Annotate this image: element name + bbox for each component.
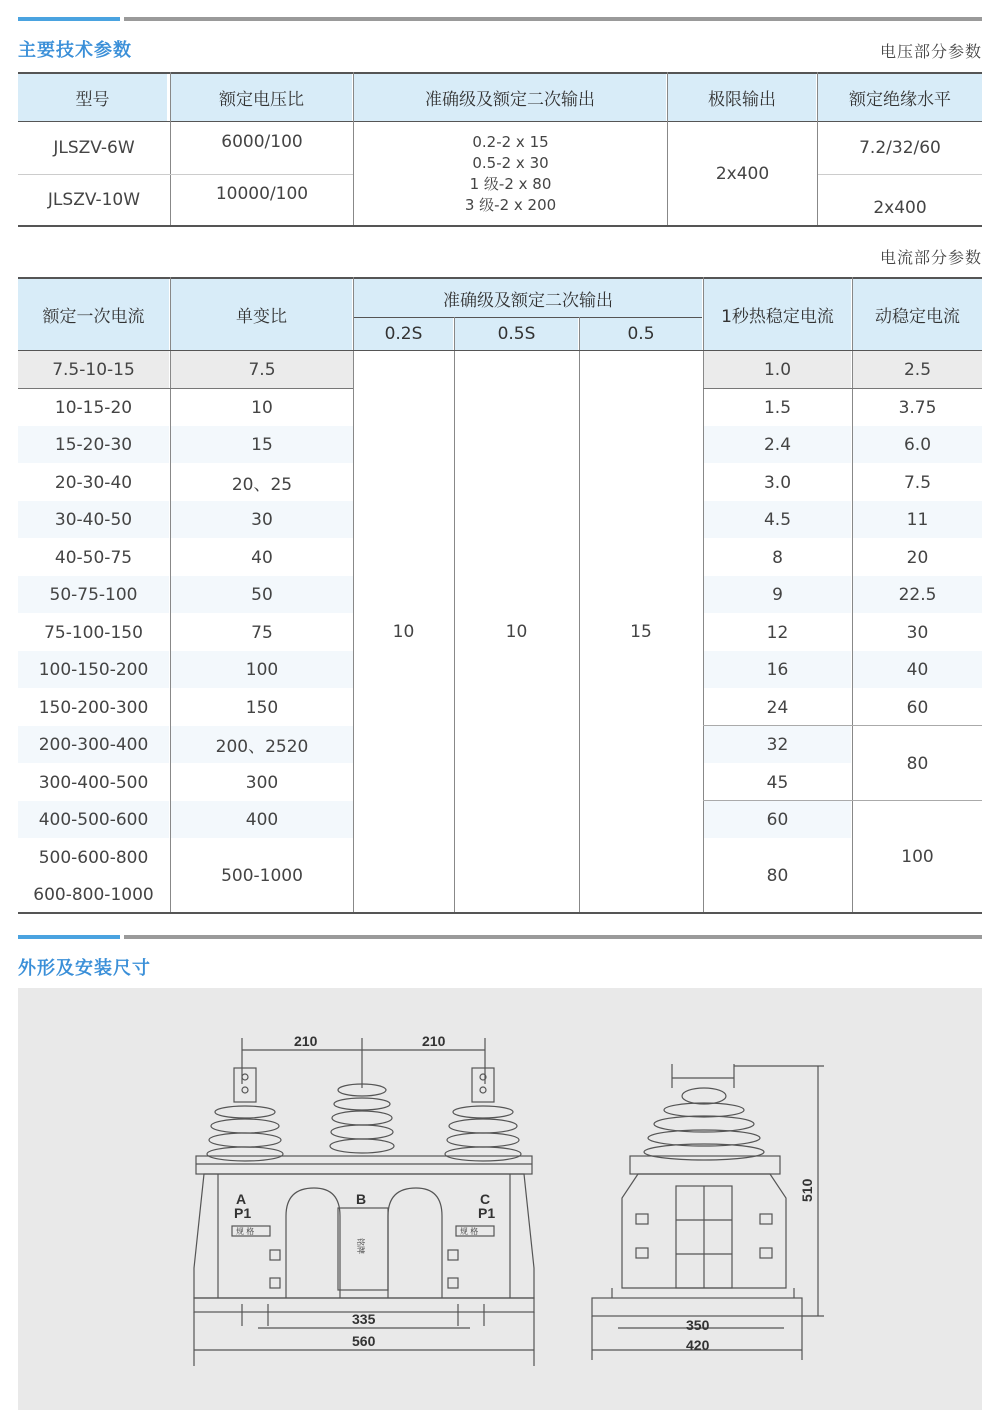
voltage-subtitle: 电压部分参数 <box>879 42 982 61</box>
ct-thermal-row: 3.0 <box>763 472 792 493</box>
label-p1-right: P1 <box>478 1205 496 1221</box>
label-a: A <box>236 1191 247 1207</box>
ct-primary-row: 100-150-200 <box>18 651 169 688</box>
ct-thermal-row: 12 <box>766 622 789 643</box>
header-bottom-border <box>18 350 982 351</box>
ct-primary-row: 200-300-400 <box>18 726 169 763</box>
vt-accuracy-list <box>354 124 667 224</box>
label-p1-left: P1 <box>234 1205 252 1221</box>
dim-210-left: 210 <box>294 1033 318 1049</box>
vt-insulation-1: 7.2/32/60 <box>859 138 941 158</box>
ct-thermal-row: 9 <box>704 576 851 613</box>
ct-primary-row: 10-15-20 <box>54 397 133 418</box>
ct-ratio-row: 200、2520 <box>171 726 353 763</box>
vt-header-model: 型号 <box>18 74 167 121</box>
grid-line <box>817 72 818 226</box>
ct-ratio-row: 30 <box>171 501 353 538</box>
table-bottom-border <box>18 225 982 227</box>
ct-dynamic-row: 3.75 <box>898 397 937 418</box>
vt-accuracy-line: 3 级-2 x 200 <box>464 196 557 214</box>
ct-ratio-row: 400 <box>171 801 353 838</box>
vt-header-ratio: 额定电压比 <box>171 74 352 121</box>
dim-350: 350 <box>686 1317 710 1333</box>
ct-dynamic-row: 80 <box>906 753 929 774</box>
ct-dynamic-row: 22.5 <box>853 576 982 613</box>
dim-335: 335 <box>352 1311 376 1327</box>
ct-primary-row: 75-100-150 <box>44 622 143 643</box>
ct-primary-row: 20-30-40 <box>54 472 133 493</box>
vt-insulation-2: 2x400 <box>873 198 927 218</box>
vt-model-1: JLSZV-6W <box>53 138 135 158</box>
dim-210-right: 210 <box>422 1033 446 1049</box>
ct-dynamic-row: 2.5 <box>853 351 982 388</box>
vt-accuracy-line: 1 级-2 x 80 <box>469 175 552 193</box>
ct-thermal-row: 80 <box>766 866 789 886</box>
label-c: C <box>480 1191 491 1207</box>
plate-right-label: 规 格 <box>460 1227 479 1236</box>
grid-line <box>170 72 171 226</box>
grid-line <box>353 72 354 226</box>
ct-ratio-row: 500-1000 <box>221 866 303 886</box>
ct-primary-row: 500-600-800 <box>38 847 149 868</box>
grid-line <box>852 277 853 913</box>
grid-line <box>703 277 704 913</box>
grid-line <box>18 174 353 175</box>
ct-dynamic-row: 7.5 <box>903 472 932 493</box>
ct-ratio-row: 10 <box>251 397 273 418</box>
ct-thermal-row: 2.4 <box>704 426 851 463</box>
ct-thermal-row: 24 <box>766 697 789 718</box>
grid-line <box>667 72 668 226</box>
ct-header-acc-05: 0.5 <box>580 318 702 350</box>
ct-primary-row: 150-200-300 <box>38 697 149 718</box>
ct-ratio-row: 15 <box>171 426 353 463</box>
vt-accuracy-line: 0.5-2 x 30 <box>472 154 549 172</box>
vt-header-insulation: 额定绝缘水平 <box>818 74 982 121</box>
ct-thermal-row: 16 <box>704 651 851 688</box>
ct-primary-row: 40-50-75 <box>54 547 133 568</box>
ct-thermal-row: 4.5 <box>704 501 851 538</box>
ct-header-thermal: 1秒热稳定电流 <box>704 279 851 350</box>
ct-ratio-row: 40 <box>251 547 273 568</box>
label-b: B <box>356 1191 367 1207</box>
ct-ratio-row: 100 <box>171 651 353 688</box>
dim-560: 560 <box>352 1333 376 1349</box>
vt-ratio-1: 6000/100 <box>221 132 303 152</box>
vt-ratio-2: 10000/100 <box>215 184 309 204</box>
section-bar-accent <box>18 17 120 21</box>
section-bar <box>124 935 982 939</box>
section-bar-accent <box>18 935 120 939</box>
drawing-title: 外形及安装尺寸 <box>18 958 151 979</box>
ct-dynamic-row: 20 <box>906 547 929 568</box>
main-params-title: 主要技术参数 <box>18 40 132 61</box>
grid-line <box>353 277 354 913</box>
vt-header-accuracy: 准确级及额定二次输出 <box>354 74 666 121</box>
ct-header-dynamic: 动稳定电流 <box>853 279 982 350</box>
grid-line <box>703 388 982 389</box>
ct-dynamic-row: 11 <box>853 501 982 538</box>
ct-dynamic-row: 6.0 <box>853 426 982 463</box>
ct-ratio-row: 150 <box>245 697 279 718</box>
ct-thermal-row: 32 <box>704 726 851 763</box>
ct-primary-row: 7.5-10-15 <box>18 351 169 388</box>
table-bottom-border <box>18 912 982 914</box>
grid-line <box>170 277 171 913</box>
ct-thermal-row: 60 <box>704 801 851 838</box>
vt-header-limit: 极限输出 <box>668 74 816 121</box>
ct-dynamic-row: 100 <box>901 847 934 867</box>
grid-line <box>454 317 455 913</box>
ct-acc-05-value: 15 <box>630 622 652 642</box>
ct-primary-row: 300-400-500 <box>38 772 149 793</box>
grid-line <box>579 317 580 913</box>
ct-thermal-row: 45 <box>766 772 789 793</box>
ct-thermal-row: 1.0 <box>704 351 851 388</box>
ct-header-accuracy: 准确级及额定二次输出 <box>354 279 702 317</box>
dimension-drawing <box>18 988 982 1410</box>
current-subtitle: 电流部分参数 <box>879 248 982 267</box>
ct-ratio-row: 20、25 <box>231 475 293 495</box>
ct-header-single-ratio: 单变比 <box>171 279 352 350</box>
grid-line <box>354 317 702 318</box>
grid-line <box>818 174 982 175</box>
plate-center-label: 铭牌 <box>356 1238 365 1254</box>
ct-ratio-row: 50 <box>171 576 353 613</box>
section-bar <box>124 17 982 21</box>
ct-ratio-row: 300 <box>245 772 279 793</box>
ct-dynamic-row: 30 <box>906 622 929 643</box>
ct-thermal-row: 1.5 <box>763 397 792 418</box>
ct-acc-05s-value: 10 <box>505 622 528 642</box>
grid-line <box>703 725 982 726</box>
vt-limit-output: 2x400 <box>715 163 770 184</box>
grid-line <box>703 800 982 801</box>
grid-line <box>18 388 353 389</box>
ct-ratio-row: 75 <box>251 622 273 643</box>
vt-accuracy-line: 0.2-2 x 15 <box>472 133 549 151</box>
ct-header-acc-05s: 0.5S <box>455 318 578 350</box>
ct-primary-row: 15-20-30 <box>18 426 169 463</box>
ct-primary-row: 400-500-600 <box>18 801 169 838</box>
plate-left-label: 规 格 <box>236 1227 255 1236</box>
ct-thermal-row: 8 <box>772 547 783 568</box>
ct-header-primary: 额定一次电流 <box>18 279 169 350</box>
drawing-svg <box>18 988 982 1410</box>
ct-primary-row: 600-800-1000 <box>33 884 154 905</box>
ct-primary-row: 50-75-100 <box>18 576 169 613</box>
ct-dynamic-row: 60 <box>906 697 929 718</box>
ct-header-acc-02s: 0.2S <box>354 318 453 350</box>
vt-model-2: JLSZV-10W <box>47 190 141 210</box>
ct-primary-row: 30-40-50 <box>18 501 169 538</box>
dim-510: 510 <box>799 1178 815 1202</box>
ct-acc-02s-value: 10 <box>392 622 415 642</box>
ct-ratio-row: 7.5 <box>171 351 353 388</box>
ct-dynamic-row: 40 <box>853 651 982 688</box>
dim-420: 420 <box>686 1337 710 1353</box>
